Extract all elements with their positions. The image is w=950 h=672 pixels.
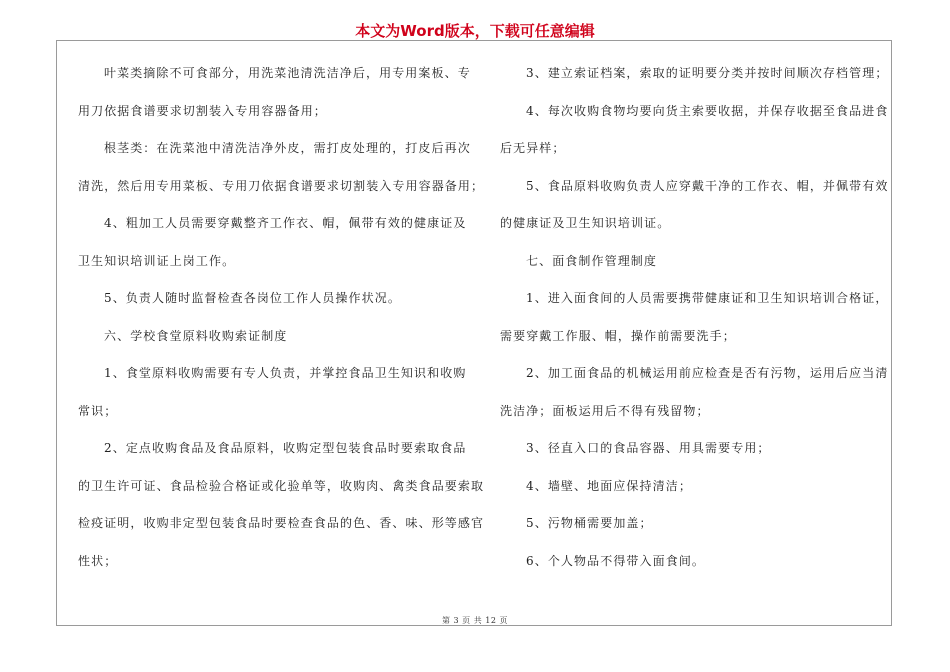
- text-line: 2、加工面食品的机械运用前应检查是否有污物，运用后应当清: [526, 366, 889, 380]
- text-line: 根茎类：在洗菜池中清洗洁净外皮，需打皮处理的，打皮后再次: [104, 141, 471, 155]
- text-line: 需要穿戴工作服、帽，操作前需要洗手；: [500, 328, 736, 343]
- text-line: 4、墙壁、地面应保持清洁；: [526, 478, 692, 493]
- text-line: 5、负责人随时监督检查各岗位工作人员操作状况。: [104, 291, 401, 305]
- text-line: 七、面食制作管理制度: [526, 253, 658, 268]
- text-line: 4、粗加工人员需要穿戴整齐工作衣、帽，佩带有效的健康证及: [104, 216, 467, 230]
- page-number-footer: 第 3 页 共 12 页: [442, 616, 508, 625]
- text-line: 的卫生许可证、食品检验合格证或化验单等，收购肉、禽类食品要索取: [78, 478, 485, 493]
- text-line: 六、学校食堂原料收购索证制度: [104, 328, 288, 343]
- text-line: 清洗，然后用专用菜板、专用刀依据食谱要求切割装入专用容器备用；: [78, 178, 485, 193]
- word-version-banner: 本文为Word版本，下载可任意编辑: [355, 22, 595, 40]
- text-line: 2、定点收购食品及食品原料，收购定型包装食品时要索取食品: [104, 441, 467, 455]
- text-line: 1、食堂原料收购需要有专人负责，并掌控食品卫生知识和收购: [104, 366, 467, 380]
- text-line: 5、食品原料收购负责人应穿戴干净的工作衣、帽，并佩带有效: [526, 178, 889, 193]
- text-line: 叶菜类摘除不可食部分，用洗菜池清洗洁净后，用专用案板、专: [104, 66, 471, 80]
- text-line: 用刀依据食谱要求切割装入专用容器备用；: [78, 103, 327, 118]
- text-line: 洗洁净；面板运用后不得有残留物；: [500, 403, 710, 418]
- text-line: 常识；: [78, 403, 118, 418]
- text-line: 4、每次收购食物均要向货主索要收据，并保存收据至食品进食: [526, 103, 889, 118]
- text-line: 后无异样；: [500, 141, 566, 155]
- text-line: 6、个人物品不得带入面食间。: [526, 553, 706, 568]
- text-line: 性状；: [78, 553, 118, 568]
- text-line: 的健康证及卫生知识培训证。: [500, 216, 671, 230]
- text-line: 卫生知识培训证上岗工作。: [78, 253, 236, 268]
- text-line: 5、污物桶需要加盖；: [526, 516, 653, 530]
- text-line: 检疫证明，收购非定型包装食品时要检查食品的色、香、味、形等感官: [78, 516, 485, 530]
- text-line: 1、进入面食间的人员需要携带健康证和卫生知识培训合格证，: [526, 291, 889, 305]
- text-line: 3、建立索证档案，索取的证明要分类并按时间顺次存档管理；: [526, 66, 889, 80]
- text-line: 3、径直入口的食品容器、用具需要专用；: [526, 441, 771, 455]
